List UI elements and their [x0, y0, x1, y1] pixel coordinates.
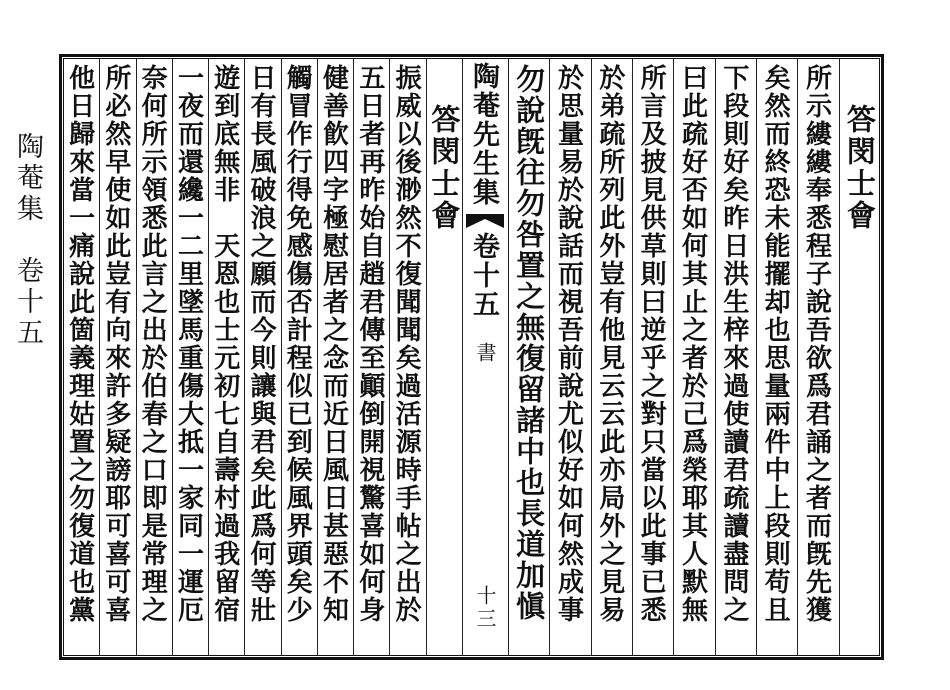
left-text-column: 所必然早使如此豈有向來許多疑謗耶可喜可喜	[100, 64, 131, 624]
column-rule	[208, 58, 209, 656]
column-rule	[389, 58, 390, 656]
column-rule	[281, 58, 282, 656]
left-text-column: 遊到底無非 天恩也士元初七自壽村過我留宿	[209, 64, 240, 624]
column-rule	[172, 58, 173, 656]
left-text-column: 他日歸來當一痛說此箇義理姑置之勿復道也黨	[64, 64, 95, 624]
right-text-column: 矣然而終恐未能擺却也思量兩件中上段則苟且	[760, 64, 791, 624]
center-column-rule	[508, 58, 509, 656]
column-rule	[715, 58, 716, 656]
left-text-column: 一夜而還纔一二里墜馬重傷大抵一家同一運厄	[173, 64, 204, 624]
fish-tail-mark	[466, 214, 504, 228]
left-text-column: 奈何所示領悉此言之出於伯春之口即是常理之	[137, 64, 168, 624]
column-rule	[317, 58, 318, 656]
section-label: 書	[473, 342, 497, 365]
column-rule	[136, 58, 137, 656]
column-rule	[244, 58, 245, 656]
right-page-title: 答閔士會	[842, 104, 877, 232]
column-rule	[426, 58, 427, 656]
column-rule	[756, 58, 757, 656]
column-rule	[549, 58, 550, 656]
right-text-column: 於弟疏所列此外豈有他見云云此亦局外之見易	[594, 64, 625, 624]
column-rule	[673, 58, 674, 656]
left-text-column: 五日者再昨始自趙君傳至顚倒開視驚喜如何身	[354, 64, 385, 624]
right-text-column: 曰此疏好否如何其止之者於己爲榮耶其人默無	[677, 64, 708, 624]
left-text-column: 健善飮四字極慰居者之念而近日風日甚惡不知	[318, 64, 349, 624]
right-text-column: 勿說旣往勿咎置之無復留諸中也長道加愼	[512, 64, 547, 622]
column-rule	[99, 58, 100, 656]
right-text-column: 所言及披見供草則曰逆乎之對只當以此事已悉	[636, 64, 667, 624]
page-number: 十三	[473, 585, 497, 631]
margin-label: 陶菴集 卷十五	[12, 132, 43, 349]
book-title: 陶菴先生集	[468, 62, 499, 207]
column-rule	[839, 58, 840, 656]
left-text-column: 振威以後渺然不復聞聞矣過活源時手帖之出於	[391, 64, 422, 624]
volume-number: 卷十五	[468, 232, 499, 319]
right-text-column: 於思量易於說話而視吾前說尤似好如何然成事	[553, 64, 584, 624]
column-rule	[591, 58, 592, 656]
column-rule	[353, 58, 354, 656]
column-rule	[797, 58, 798, 656]
left-text-column: 觸冒作行得免感傷否計程似已到候風界頭矣少	[282, 64, 313, 624]
left-text-column: 日有長風破浪之願而今則讓與君矣此爲何等壯	[246, 64, 276, 624]
right-text-column: 所示縷縷奉悉程子說吾欲爲君誦之者而旣先獲	[801, 64, 832, 624]
center-column-rule	[462, 58, 463, 656]
left-page-title: 答閔士會	[427, 104, 462, 232]
column-rule	[632, 58, 633, 656]
right-text-column: 下段則好矣昨日洪生梓來過使讀君疏讀盡問之	[718, 64, 749, 624]
